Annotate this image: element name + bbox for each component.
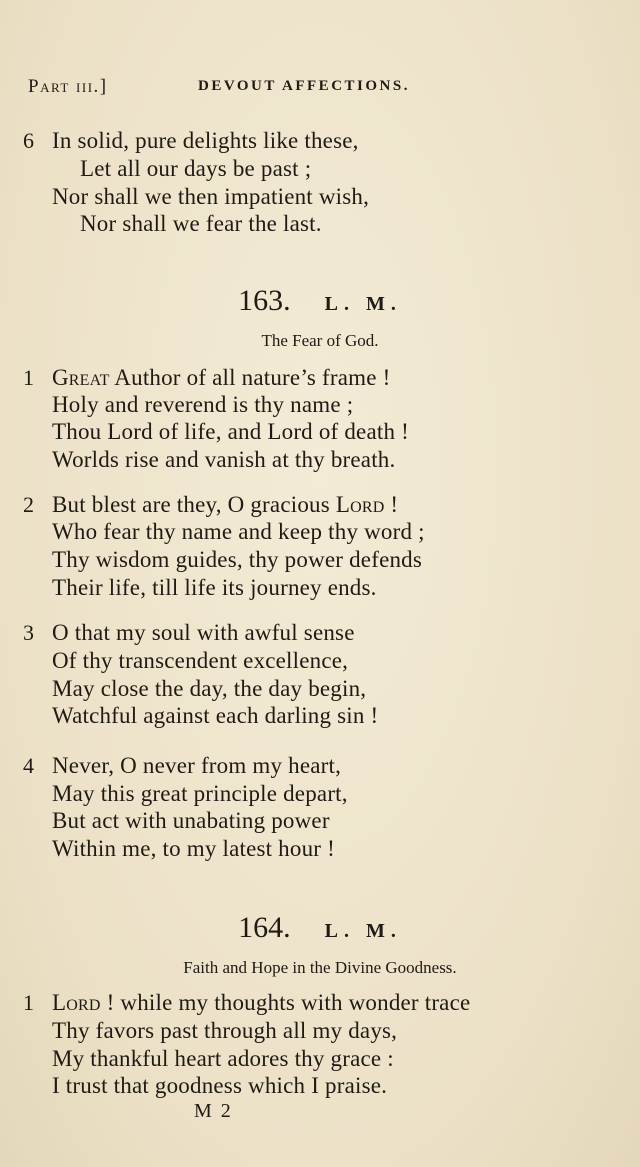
verse-line — [52, 990, 470, 1016]
hymn-meter: L. M. — [324, 293, 402, 315]
signature-mark: M 2 — [194, 1100, 233, 1122]
verse-line: Nor shall we then impatient wish, — [52, 184, 370, 209]
header-part: Part iii.] — [28, 76, 108, 97]
stanza-number: 3 — [23, 620, 34, 645]
verse-line: Their life, till life its journey ends. — [52, 575, 377, 600]
hymn-number: 163. — [238, 284, 291, 317]
verse-line: Let all our days be past ; — [80, 156, 312, 181]
small-caps-word: Lord — [52, 990, 101, 1015]
stanza-number: 2 — [23, 492, 34, 517]
hymn-164-subtitle: Faith and Hope in the Divine Goodness. — [183, 958, 457, 977]
stanza-number: 6 — [23, 128, 34, 153]
verse-line: O that my soul with awful sense — [52, 620, 355, 645]
stanza-number: 1 — [23, 990, 34, 1015]
verse-line: Never, O never from my heart, — [52, 753, 342, 778]
verse-line-rest: Author of all nature’s frame ! — [109, 365, 391, 390]
verse-line: Watchful against each darling sin ! — [52, 703, 379, 728]
verse-line: Thou Lord of life, and Lord of death ! — [52, 419, 409, 444]
hymn-164-heading — [0, 911, 640, 945]
small-caps-word: Lord — [335, 492, 385, 517]
hymn-number: 164. — [238, 911, 291, 944]
verse-line: In solid, pure delights like these, — [52, 128, 359, 153]
stanza-number: 4 — [23, 753, 34, 778]
verse-line: Thy favors past through all my days, — [52, 1018, 398, 1043]
verse-line: Of thy transcendent excellence, — [52, 648, 349, 673]
verse-line: I trust that goodness which I praise. — [52, 1073, 388, 1098]
hymn-163-subtitle: The Fear of God. — [261, 331, 379, 350]
header-title: DEVOUT AFFECTIONS. — [198, 78, 410, 94]
verse-line — [52, 492, 398, 518]
verse-line-pre: But blest are they, O gracious — [52, 492, 336, 517]
small-caps-word: Great — [52, 365, 110, 390]
hymn-meter: L. M. — [324, 920, 402, 942]
running-header — [28, 76, 628, 106]
verse-line-post: ! — [384, 492, 399, 517]
verse-line: Thy wisdom guides, thy power defends — [52, 547, 423, 572]
verse-line: Within me, to my latest hour ! — [52, 836, 335, 861]
verse-line: Worlds rise and vanish at thy breath. — [52, 447, 396, 472]
verse-line: May close the day, the day begin, — [52, 676, 367, 701]
verse-line: But act with unabating power — [52, 808, 330, 833]
verse-line — [52, 365, 390, 391]
verse-line: Holy and reverend is thy name ; — [52, 392, 354, 417]
verse-line: Who fear thy name and keep thy word ; — [52, 519, 425, 544]
stanza-number: 1 — [23, 365, 34, 390]
verse-line-rest: ! while my thoughts with wonder trace — [100, 990, 471, 1015]
verse-line: May this great principle depart, — [52, 781, 348, 806]
hymn-163-heading — [0, 284, 640, 318]
verse-line: Nor shall we fear the last. — [80, 211, 322, 236]
verse-line: My thankful heart adores thy grace : — [52, 1046, 394, 1071]
